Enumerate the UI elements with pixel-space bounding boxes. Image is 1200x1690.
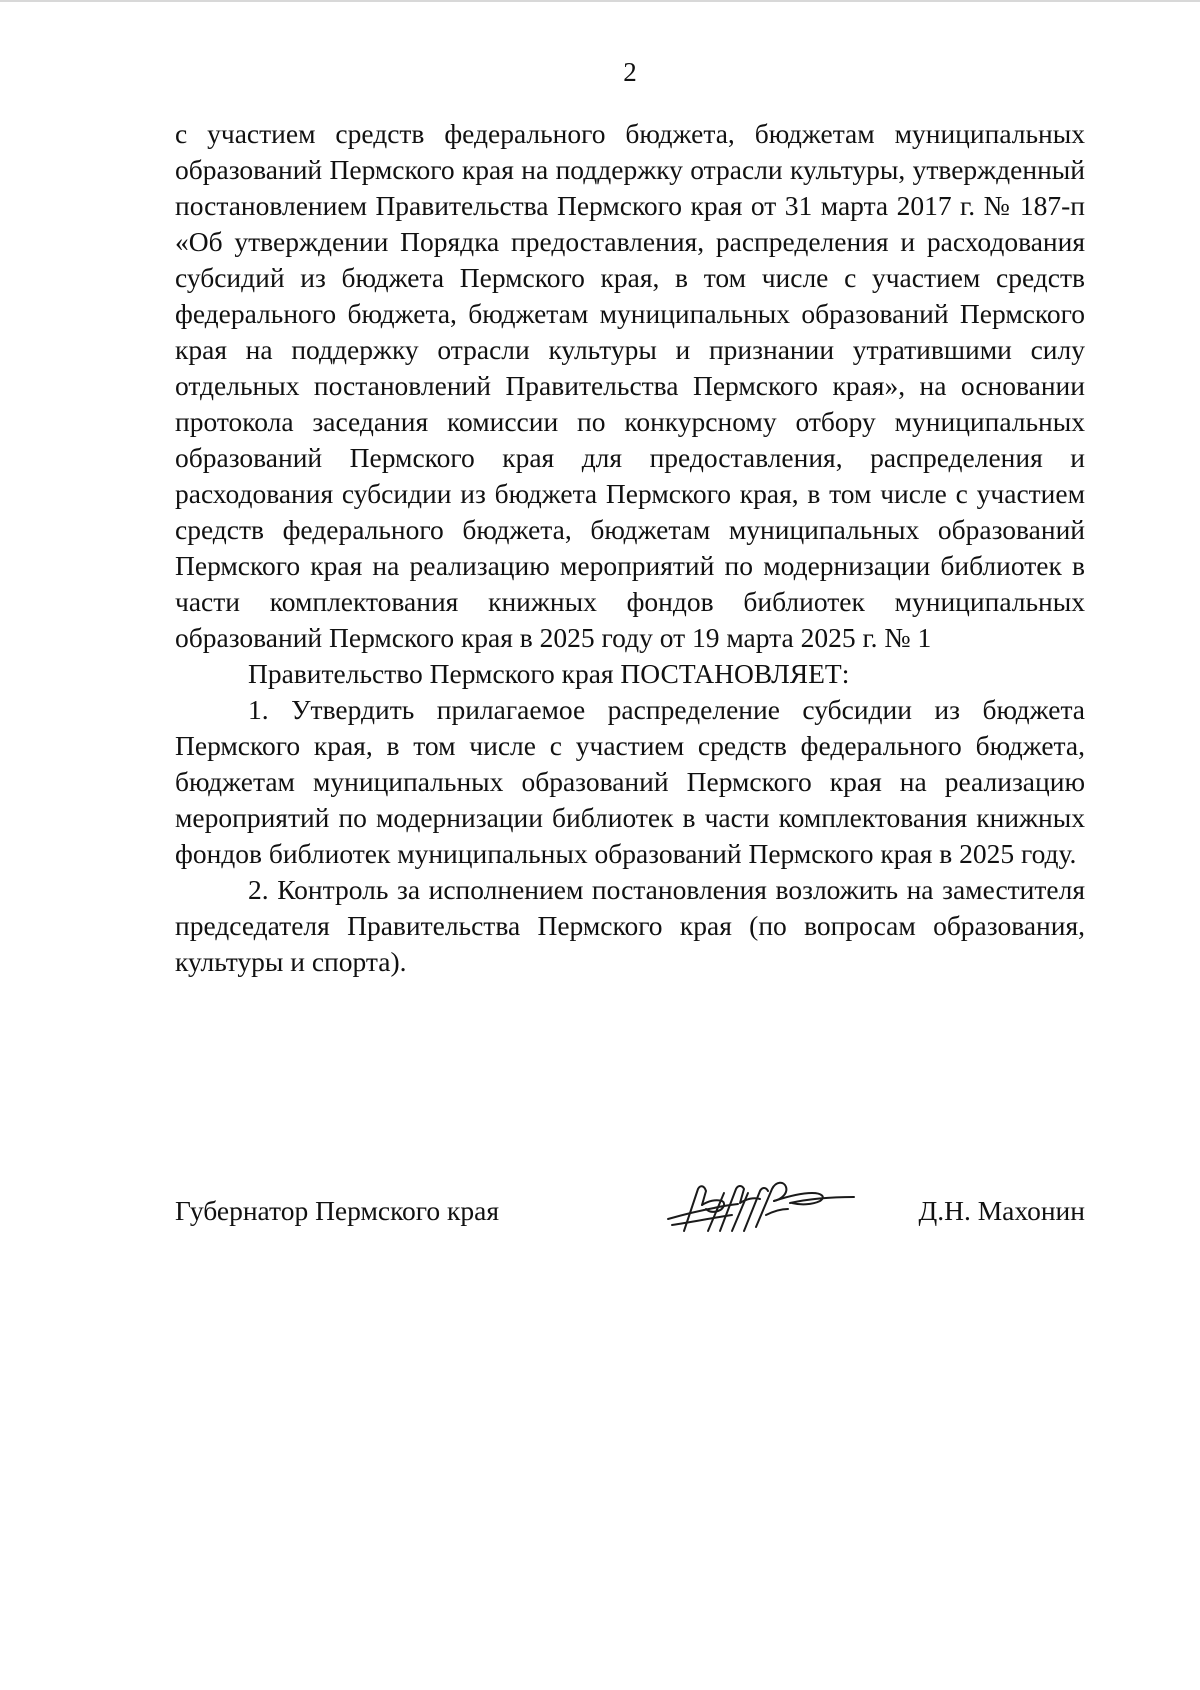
signature-block	[175, 1185, 1085, 1245]
signatory-position: Губернатор Пермского края	[175, 1195, 499, 1226]
page-number: 2	[623, 57, 637, 87]
clause-1: 1. Утвердить прилагаемое распределение субсидии из бюджета Пермского края, в том числе с участием средств федерального бюджета, бюджетам муниципальных образований Пермского края на реализацию мероприятий по модернизации библиотек в части комплектования книжных фондов библиотек муниципальных образований Пермского края в 2025 году.	[175, 694, 1085, 869]
handwritten-signature	[662, 1175, 862, 1239]
scan-edge	[0, 0, 1200, 2]
preamble-paragraph: с участием средств федерального бюджета, бюджетам муниципальных образований Пермского края на поддержку отрасли культуры, утвержденный постановлением Правительства Пермского края от 31 марта 2017 г. № 187-п «Об утверждении Порядка предоставления, распределения и расходования субсидий из бюджета Пермского края, в том числе с участием средств федерального бюджета, бюджетам муниципальных образований Пермского края на поддержку отрасли культуры и признании утратившими силу отдельных постановлений Правительства Пермского края», на основании протокола заседания комиссии по конкурсному отбору муниципальных образований Пермского края для предоставления, распределения и расходования субсидии из бюджета Пермского края, в том числе с участием средств федерального бюджета, бюджетам муниципальных образований Пермского края на реализацию мероприятий по модернизации библиотек в части комплектования книжных фондов библиотек муниципальных образований Пермского края в 2025 году от 19 марта 2025 г. № 1	[175, 118, 1085, 653]
clause-2: 2. Контроль за исполнением постановления возложить на заместителя председателя Правительства Пермского края (по вопросам образования, культуры и спорта).	[175, 874, 1085, 977]
document-body	[175, 116, 1085, 980]
signatory-name: Д.Н. Махонин	[918, 1195, 1085, 1226]
resolution-heading: Правительство Пермского края ПОСТАНОВЛЯЕТ:	[248, 658, 850, 689]
